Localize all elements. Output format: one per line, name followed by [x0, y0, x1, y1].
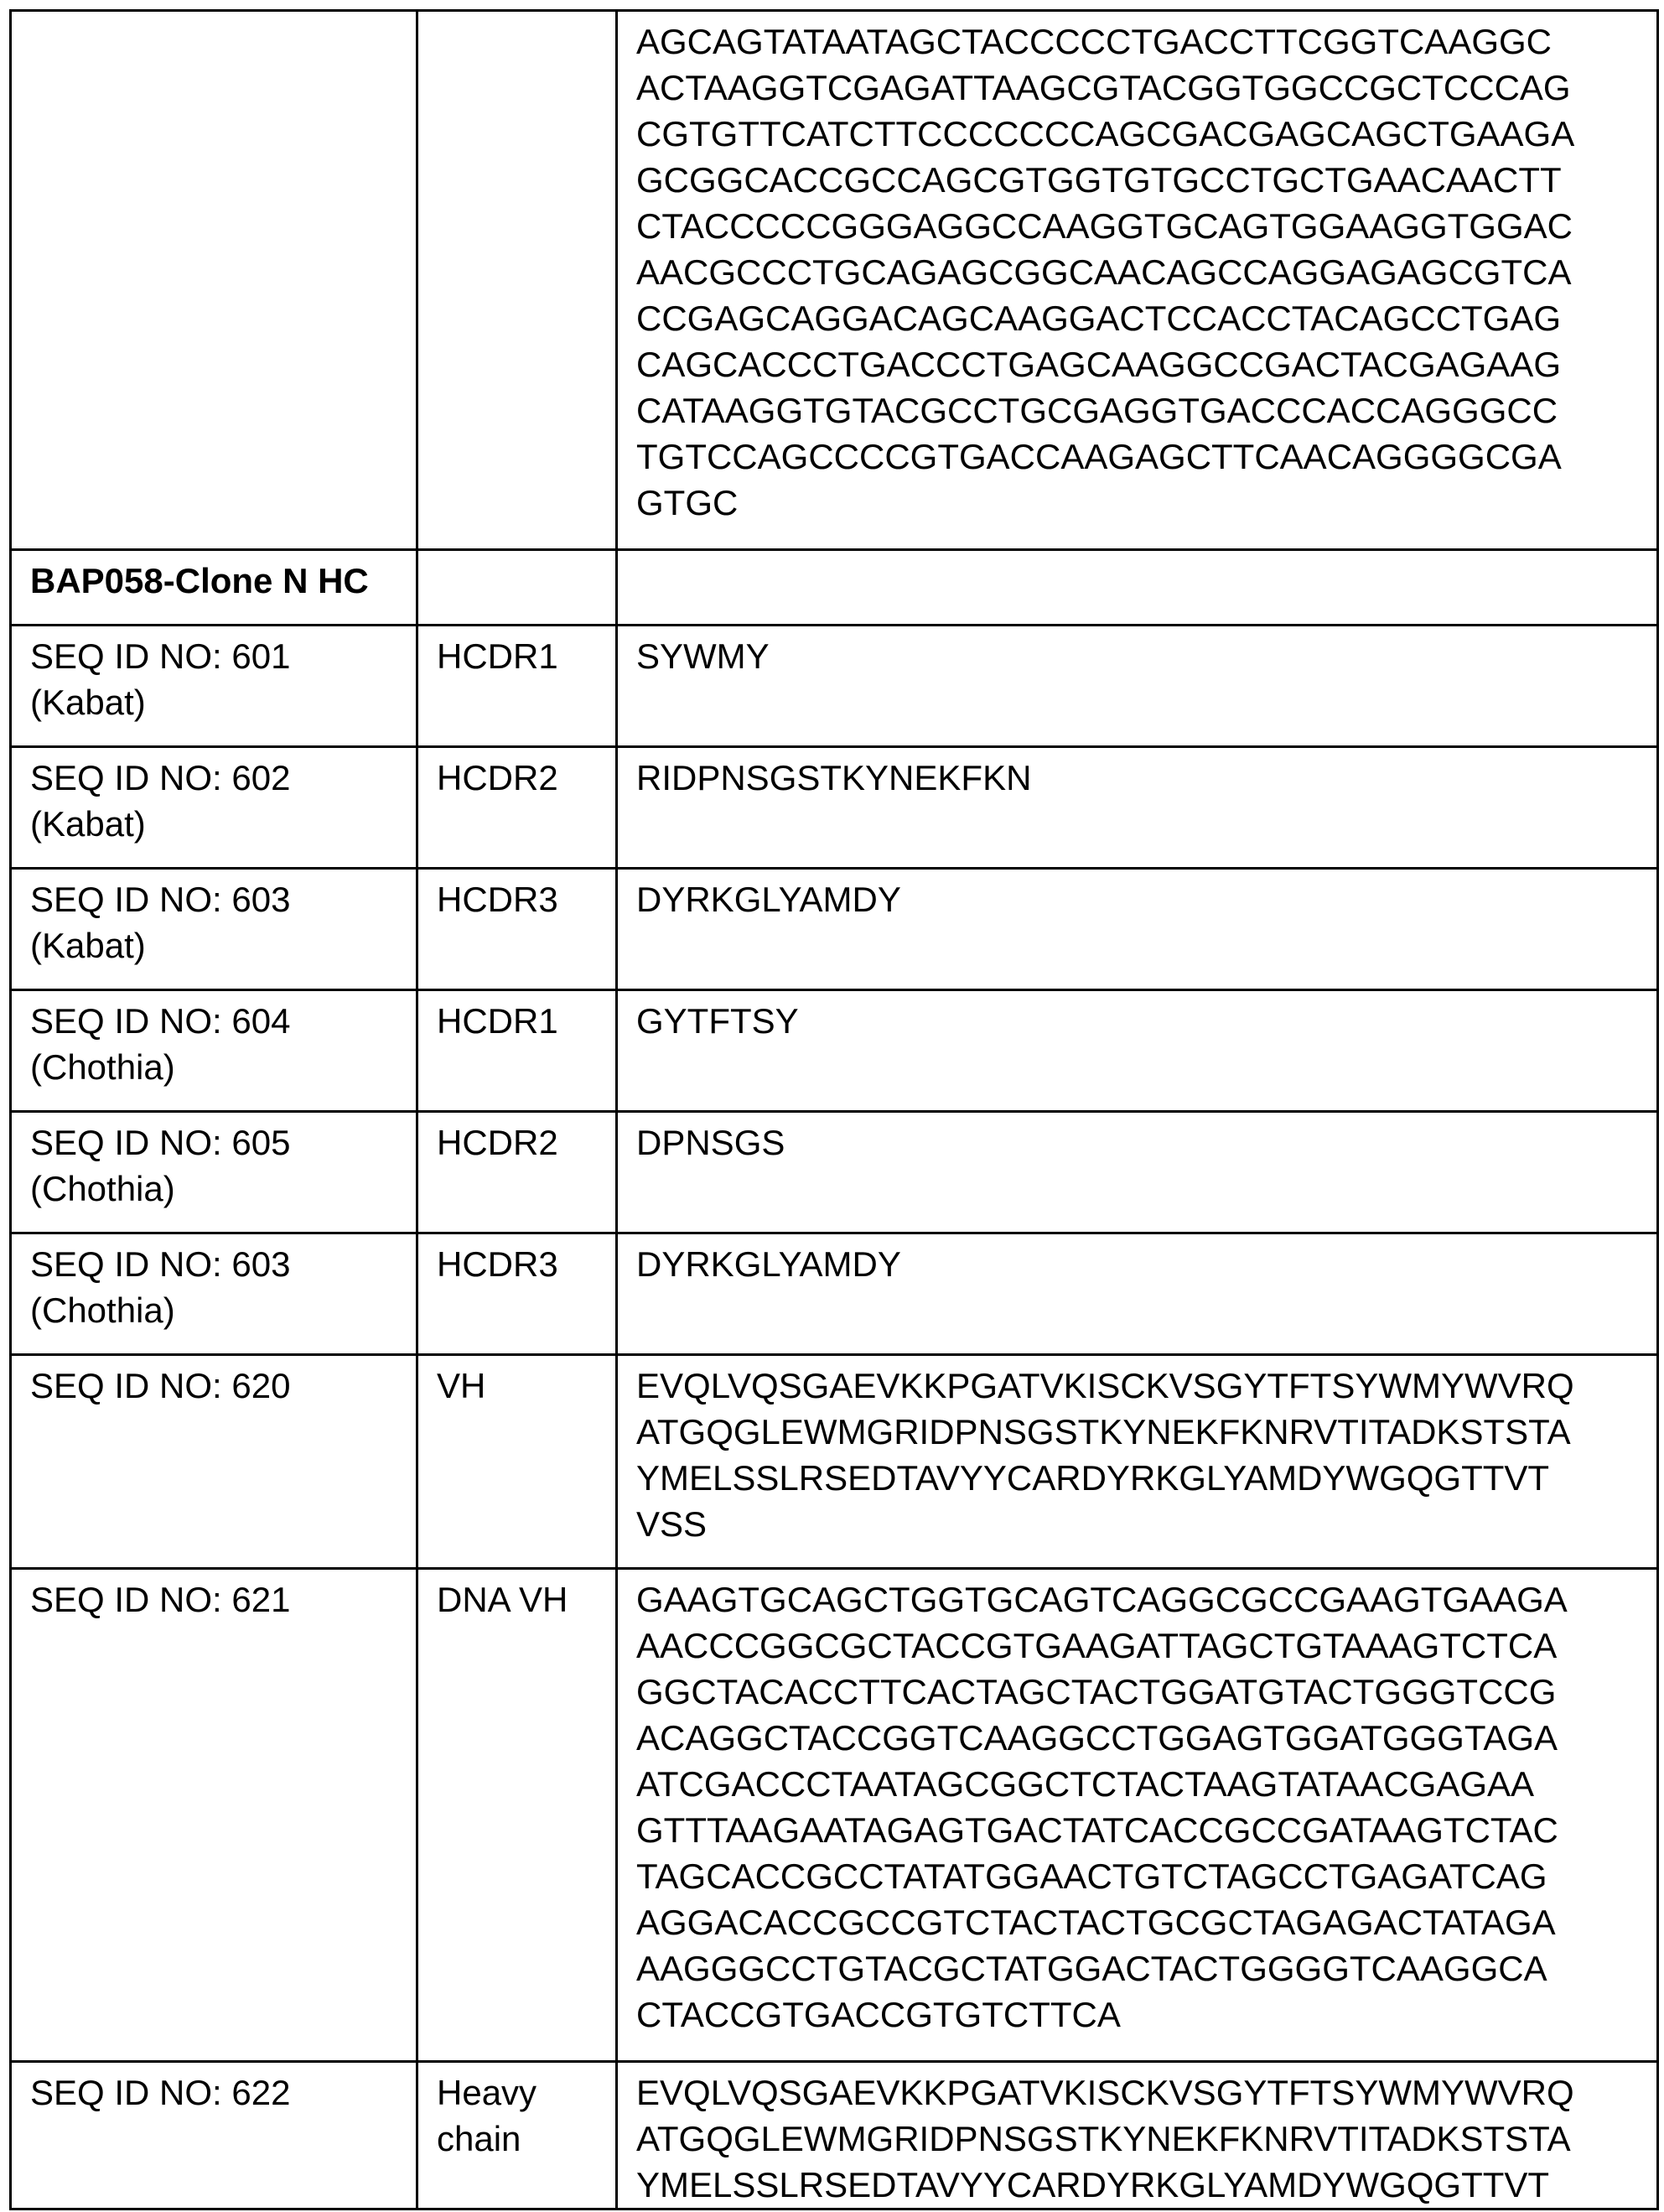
text-line: (Kabat) [30, 926, 146, 965]
text-line: RIDPNSGSTKYNEKFKN [636, 758, 1032, 797]
text-line: AGCAGTATAATAGCTACCCCCTGACCTTCGGTCAAGGC [636, 22, 1552, 61]
region-cell [417, 1355, 617, 1569]
seq-id-cell [11, 626, 417, 747]
sequence-cell [617, 990, 1658, 1112]
section-title: BAP058-Clone N HC [30, 561, 369, 600]
sequence-table [9, 9, 1659, 2210]
region-cell [417, 550, 617, 626]
region-cell [417, 626, 617, 747]
table-row-continuation [11, 11, 1658, 550]
table-row [11, 1569, 1658, 2062]
seq-id-cell [11, 1355, 417, 1569]
sequence-cell [617, 1355, 1658, 1569]
text-line: SEQ ID NO: 620 [30, 1366, 291, 1405]
text-line: ATGQGLEWMGRIDPNSGSTKYNEKFKNRVTITADKSTSTA [636, 1412, 1571, 1451]
region-cell [417, 11, 617, 550]
text-line: (Chothia) [30, 1169, 175, 1208]
seq-id-cell [11, 990, 417, 1112]
text-line: GTTTAAGAATAGAGTGACTATCACCGCCGATAAGTCTAC [636, 1810, 1558, 1850]
sequence-cell [617, 1569, 1658, 2062]
sequence-table-body [11, 11, 1658, 2209]
sequence-cell [617, 626, 1658, 747]
text-line: (Kabat) [30, 683, 146, 722]
seq-id-cell [11, 747, 417, 869]
text-line: EVQLVQSGAEVKKPGATVKISCKVSGYTFTSYWMYWVRQ [636, 2073, 1574, 2112]
text-line: VSS [636, 1504, 708, 1544]
text-line: GAAGTGCAGCTGGTGCAGTCAGGCGCCGAAGTGAAGA [636, 1580, 1568, 1619]
text-line: GCGGCACCGCCAGCGTGGTGTGCCTGCTGAACAACTT [636, 160, 1562, 200]
sequence-cell [617, 1233, 1658, 1355]
text-line: (Chothia) [30, 1290, 175, 1330]
text-line: SEQ ID NO: 604 [30, 1001, 291, 1041]
text-line: AACCCGGCGCTACCGTGAAGATTAGCTGTAAAGTCTCA [636, 1626, 1558, 1665]
text-line: ATGQGLEWMGRIDPNSGSTKYNEKFKNRVTITADKSTSTA [636, 2119, 1571, 2158]
text-line: SEQ ID NO: 601 [30, 636, 291, 676]
text-line: YMELSSLRSEDTAVYYCARDYRKGLYAMDYWGQGTTVT [636, 2165, 1550, 2204]
table-row [11, 869, 1658, 990]
text-line: (Chothia) [30, 1047, 175, 1087]
region-cell [417, 1233, 617, 1355]
text-line: SEQ ID NO: 603 [30, 1244, 291, 1284]
seq-id-cell [11, 1569, 417, 2062]
table-row [11, 990, 1658, 1112]
text-line: GTGC [636, 483, 739, 522]
seq-id-cell [11, 2062, 417, 2209]
text-line: HCDR3 [437, 880, 558, 919]
text-line: HCDR1 [437, 1001, 558, 1041]
text-line: SYWMY [636, 636, 770, 676]
text-line: DNA VH [437, 1580, 568, 1619]
sequence-cell [617, 869, 1658, 990]
region-cell [417, 1569, 617, 2062]
text-line: EVQLVQSGAEVKKPGATVKISCKVSGYTFTSYWMYWVRQ [636, 1366, 1574, 1405]
region-cell [417, 869, 617, 990]
text-line: GGCTACACCTTCACTAGCTACTGGATGTACTGGGTCCG [636, 1672, 1557, 1711]
table-row [11, 747, 1658, 869]
seq-id-cell [11, 869, 417, 990]
text-line: CTACCCCCGGGAGGCCAAGGTGCAGTGGAAGGTGGAC [636, 206, 1573, 246]
sequence-cell [617, 1112, 1658, 1233]
region-cell [417, 1112, 617, 1233]
text-line: CATAAGGTGTACGCCTGCGAGGTGACCCACCAGGGCC [636, 391, 1558, 430]
text-line: CGTGTTCATCTTCCCCCCCAGCGACGAGCAGCTGAAGA [636, 114, 1575, 153]
text-line: HCDR2 [437, 758, 558, 797]
text-line: AAGGGCCTGTACGCTATGGACTACTGGGGTCAAGGCA [636, 1949, 1547, 1988]
text-line: YMELSSLRSEDTAVYYCARDYRKGLYAMDYWGQGTTVT [636, 1458, 1550, 1498]
section-header-row [11, 550, 1658, 626]
text-line: HCDR3 [437, 1244, 558, 1284]
text-line: SEQ ID NO: 621 [30, 1580, 291, 1619]
sequence-cell [617, 2062, 1658, 2209]
seq-id-cell [11, 1233, 417, 1355]
region-cell [417, 990, 617, 1112]
sequence-cell [617, 11, 1658, 550]
text-line: ATCGACCCTAATAGCGGCTCTACTAAGTATAACGAGAA [636, 1764, 1535, 1804]
table-row [11, 1355, 1658, 1569]
text-line: TAGCACCGCCTATATGGAACTGTCTAGCCTGAGATCAG [636, 1856, 1547, 1896]
text-line: CTACCGTGACCGTGTCTTCA [636, 1995, 1121, 2034]
text-line: VH [437, 1366, 486, 1405]
region-cell [417, 2062, 617, 2209]
text-line: AACGCCCTGCAGAGCGGCAACAGCCAGGAGAGCGTCA [636, 252, 1572, 292]
text-line: AGGACACCGCCGTCTACTACTGCGCTAGAGACTATAGA [636, 1903, 1556, 1942]
text-line: TGTCCAGCCCCGTGACCAAGAGCTTCAACAGGGGCGA [636, 437, 1562, 476]
text-line: HCDR1 [437, 636, 558, 676]
text-line: Heavy [437, 2073, 537, 2112]
text-line: DPNSGS [636, 1123, 785, 1162]
text-line: (Kabat) [30, 804, 146, 844]
region-cell [417, 747, 617, 869]
table-row [11, 1233, 1658, 1355]
seq-id-cell [11, 11, 417, 550]
text-line: SEQ ID NO: 603 [30, 880, 291, 919]
text-line: SEQ ID NO: 602 [30, 758, 291, 797]
seq-id-cell [11, 1112, 417, 1233]
text-line: ACTAAGGTCGAGATTAAGCGTACGGTGGCCGCTCCCAG [636, 68, 1571, 107]
text-line: SEQ ID NO: 622 [30, 2073, 291, 2112]
text-line: GYTFTSY [636, 1001, 799, 1041]
text-line: CAGCACCCTGACCCTGAGCAAGGCCGACTACGAGAAG [636, 345, 1561, 384]
sequence-cell [617, 550, 1658, 626]
table-row [11, 626, 1658, 747]
text-line: SEQ ID NO: 605 [30, 1123, 291, 1162]
section-header-label [11, 550, 417, 626]
text-line: DYRKGLYAMDY [636, 880, 901, 919]
text-line: HCDR2 [437, 1123, 558, 1162]
table-row [11, 2062, 1658, 2209]
sequence-cell [617, 747, 1658, 869]
text-line: ACAGGCTACCGGTCAAGGCCTGGAGTGGATGGGTAGA [636, 1718, 1558, 1758]
table-row [11, 1112, 1658, 1233]
text-line: chain [437, 2119, 521, 2158]
text-line: DYRKGLYAMDY [636, 1244, 901, 1284]
text-line: CCGAGCAGGACAGCAAGGACTCCACCTACAGCCTGAG [636, 299, 1561, 338]
